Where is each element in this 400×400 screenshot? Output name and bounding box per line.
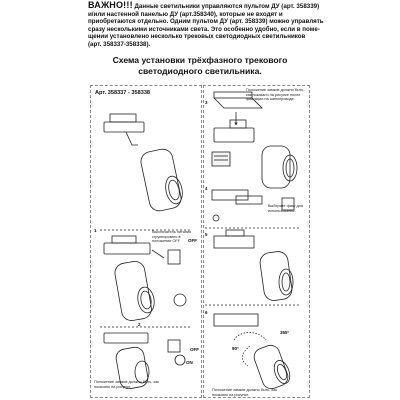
notice-line-4: сразу несколькими источниками света. Это особенно удобно, если в поме- <box>88 25 320 33</box>
title-line-1: Схема установки трёхфазного трекового <box>112 55 288 65</box>
lamp-illustration-right-d <box>214 314 293 391</box>
note-choose-phase: Выберите фазу для использования. <box>268 204 303 213</box>
lamp-illustration-step2 <box>100 236 190 327</box>
lamp-illustration-right-a <box>212 120 297 188</box>
lamp-illustration-step1 <box>100 114 190 230</box>
step-number-6: 6 <box>205 310 208 315</box>
step-number-3: 3 <box>205 100 208 105</box>
notice-line-1: Данные светильники управляются пультом ДУ (арт. 358339) <box>132 3 320 10</box>
notice-line-5: щении установлено несколько трековых светодиодных светильников <box>88 33 306 41</box>
note-locks-after-fixation: Положение замков должно быть, как показано на рисунке после фиксации на шинопроводе. <box>246 88 305 101</box>
label-rotation-90: 90° <box>232 346 239 351</box>
notice-heading: ВАЖНО!!! <box>88 0 133 10</box>
article-label: Арт. 358337 - 358338 <box>95 90 151 96</box>
notice-line-3: приобретаются отдельно. Одним пультом ДУ (арт. 358339) можно управлять <box>88 18 324 26</box>
label-off-1: OFF <box>188 238 197 243</box>
note-locks-position-left: Положение замков должно быть, как показано на рисунке. <box>94 380 159 389</box>
title-line-2: светодиодного светильника. <box>138 66 262 76</box>
step-number-1: 1 <box>94 228 97 233</box>
note-locks-position-right: Положение замков должно быть, как показано на рисунке. <box>212 388 277 397</box>
note-power-switch-off: Выключатель питания сгруппировать в положении OFF <box>152 230 192 243</box>
notice-line-6: (арт. 358337-358338). <box>88 40 151 48</box>
notice-line-2: и/или настенной панелью ДУ (арт.358340), которые не входят и <box>88 10 283 18</box>
step-number-4: 4 <box>205 186 208 191</box>
step-number-2: 2 <box>138 322 141 327</box>
lamp-illustration-right-c <box>205 230 300 305</box>
step-number-5: 5 <box>205 232 208 237</box>
label-rotation-355: 355° <box>280 330 290 335</box>
label-on: ON <box>186 360 193 365</box>
label-off-2: OFF <box>190 347 199 352</box>
